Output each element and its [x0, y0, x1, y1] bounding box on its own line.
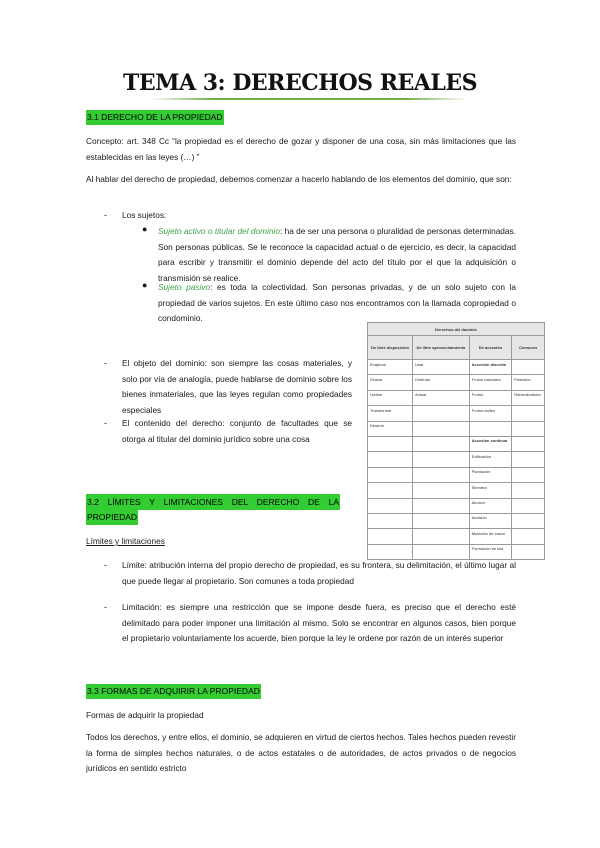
table-cell — [512, 360, 545, 375]
table-cell: Formación de isla — [469, 544, 512, 559]
table-cell — [413, 421, 470, 436]
section-heading-2-line1: 3.2 LÍMITES Y LIMITACIONES DEL DERECHO DE LA — [87, 497, 339, 507]
table-cell — [469, 421, 512, 436]
table-cell — [512, 467, 545, 482]
table-cell — [368, 513, 413, 528]
bullet-dot: ● — [142, 224, 148, 234]
table-row — [368, 421, 545, 436]
dash-bullet: - — [104, 560, 107, 570]
table-row — [368, 498, 545, 513]
table-cell: Posesión — [512, 375, 545, 390]
table-cell — [512, 513, 545, 528]
table-caption: Derechos del dominio — [368, 323, 545, 336]
table-header: De libre aprovechamiento — [413, 336, 470, 360]
table-header: Comunes — [512, 336, 545, 360]
active-subject-text: : ha de ser una persona o pluralidad de personas determinadas. Son personas públicas. Se le reconoce la capacidad actual o de ejercicio, es decir, la capacidad para escribir y transmitir el dominio depende del acto del título por el que la adquisición o transmisión se realice. — [158, 226, 516, 283]
table-cell — [413, 467, 470, 482]
table-cell — [368, 436, 413, 451]
table-row — [368, 483, 545, 498]
passive-subject-term: Sujeto pasivo — [158, 282, 211, 292]
table-cell: Usar — [413, 360, 470, 375]
table-cell — [368, 529, 413, 544]
limit-item: Límite: atribución interna del propio derecho de propiedad, es su frontera, su delimitación, el último lugar al que puede llegar al propietario. Son comunes a toda propiedad — [122, 560, 516, 586]
dash-bullet: - — [104, 418, 107, 428]
table-cell — [512, 498, 545, 513]
table-cell: Frutos civiles — [469, 406, 512, 421]
table-cell — [368, 498, 413, 513]
limitation-item: Limitación: es siempre una restricción que se impone desde fuera, es preciso que el derecho esté delimitado para poder imponer una limitación al mismo. Solo se encontrar en algunos casos, bien porque el propietario voluntariamente los acuerde, bien porque la ley le ordene por razón de un interés superior — [122, 602, 516, 644]
table-cell — [512, 436, 545, 451]
table-cell: Reivindicatoria — [512, 390, 545, 405]
table-cell — [512, 483, 545, 498]
table-cell: Avulsión — [469, 513, 512, 528]
passive-subject-text: : es toda la colectividad. Son personas privadas, y de un solo sujeto con la propiedad de varios sujetos. En este último caso nos encontramos con la llamada copropiedad o condominio. — [158, 282, 516, 324]
limits-subheading: Límites y limitaciones — [86, 536, 165, 546]
dash-bullet: - — [104, 358, 107, 368]
table-cell — [512, 544, 545, 559]
table-cell: Aluvión — [469, 498, 512, 513]
table-cell — [413, 436, 470, 451]
object-item: El objeto del dominio: son siempre las cosas materiales, y solo por vía de analogía, puede hablarse de dominio sobre los bienes inmateriales, que las leyes regulan como propiedades especiales — [122, 358, 352, 415]
table-cell — [512, 406, 545, 421]
section-heading-3: 3.3 FORMAS DE ADQUIRIR LA PROPIEDAD — [86, 684, 261, 699]
table-cell — [512, 529, 545, 544]
table-cell — [368, 483, 413, 498]
table-row — [368, 375, 545, 390]
table-row — [368, 467, 545, 482]
table-cell: Siembra — [469, 483, 512, 498]
active-subject-item — [158, 224, 516, 286]
table-header: De libre disposición — [368, 336, 413, 360]
table-cell: Enajenar — [368, 360, 413, 375]
table-row — [368, 390, 545, 405]
passive-subject-item — [158, 280, 516, 327]
table-row — [368, 452, 545, 467]
table-cell: Accesión discreta — [469, 360, 512, 375]
table-cell — [368, 452, 413, 467]
table-cell: Disfrutar — [413, 375, 470, 390]
table-header: De accesión — [469, 336, 512, 360]
forms-paragraph: Todos los derechos, y entre ellos, el dominio, se adquieren en virtud de ciertos hechos. Tales hechos pueden revestir la forma de simples hechos naturales, o de actos estatales o de autoridades, de actos privados o de negocios jurídicos en sentido estricto — [86, 732, 516, 774]
table-row — [368, 360, 545, 375]
table-cell: Edificación — [469, 452, 512, 467]
section-heading-2 — [86, 494, 340, 510]
table-cell — [512, 452, 545, 467]
table-row — [368, 436, 545, 451]
intro-paragraph: Al hablar del derecho de propiedad, debemos comenzar a hacerlo hablando de los elementos del dominio, que son: — [86, 174, 512, 184]
table-cell: Mutación de cauce — [469, 529, 512, 544]
section-heading-1: 3.1 DERECHO DE LA PROPIEDAD — [86, 110, 224, 125]
subjects-label: Los sujetos: — [122, 210, 167, 220]
table-cell — [413, 452, 470, 467]
table-cell: Transformar — [368, 406, 413, 421]
table-body — [368, 360, 545, 560]
table-cell — [368, 467, 413, 482]
table-cell: Plantación — [469, 467, 512, 482]
table-cell — [512, 421, 545, 436]
table-cell — [413, 483, 470, 498]
title-underline — [150, 98, 468, 100]
table-cell: Limitar — [368, 390, 413, 405]
forms-subheading: Formas de adquirir la propiedad — [86, 710, 204, 720]
table-cell — [413, 513, 470, 528]
concept-paragraph: Concepto: art. 348 Cc “la propiedad es el derecho de gozar y disponer de una cosa, sin más limitaciones que las establecidas en las leyes (…) ” — [86, 136, 516, 162]
table-cell — [413, 406, 470, 421]
active-subject-term: Sujeto activo o titular del dominio — [158, 226, 280, 236]
table-row — [368, 406, 545, 421]
document-title: TEMA 3: DERECHOS REALES — [123, 70, 477, 96]
dash-bullet: - — [104, 602, 107, 612]
content-item: El contenido del derecho: conjunto de facultades que se otorga al titular del dominio jurídico sobre una cosa — [122, 418, 352, 444]
bullet-dot: ● — [142, 280, 148, 290]
rights-table — [367, 322, 545, 560]
table-cell — [413, 498, 470, 513]
table-cell: Frutos naturales — [469, 375, 512, 390]
table-cell: Destruir — [368, 421, 413, 436]
table-cell: Frutos — [469, 390, 512, 405]
table-cell: Accesión continua — [469, 436, 512, 451]
table-row — [368, 513, 545, 528]
table-cell — [413, 529, 470, 544]
dash-bullet: - — [104, 210, 107, 220]
section-heading-2b: PROPIEDAD — [86, 510, 138, 525]
table-cell: Actuar — [413, 390, 470, 405]
table-row — [368, 529, 545, 544]
table-cell: Gravar — [368, 375, 413, 390]
